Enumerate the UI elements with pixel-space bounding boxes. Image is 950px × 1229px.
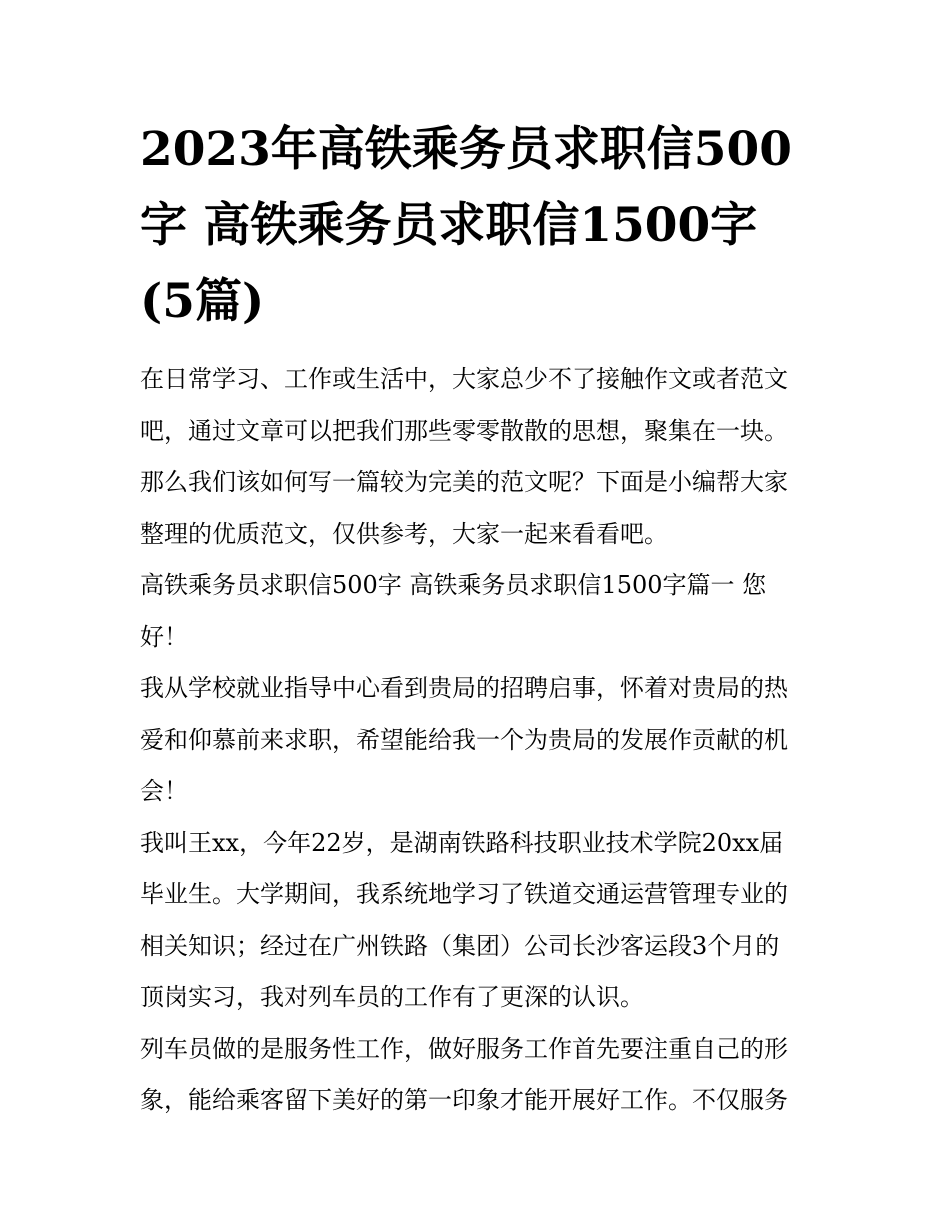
text-line: 整理的优质范文，仅供参考，大家一起来看看吧。: [140, 519, 668, 548]
text-line: 毕业生。大学期间，我系统地学习了铁道交通运营管理专业的: [140, 880, 788, 908]
document-title: [140, 112, 810, 340]
text-line: 象，能给乘客留下美好的第一印象才能开展好工作。不仅服务: [140, 1086, 788, 1114]
text-line: 吧，通过文章可以把我们那些零零散散的思想，聚集在一块。: [140, 416, 788, 445]
body-paragraph: [140, 1024, 810, 1127]
text-line: 列车员做的是服务性工作，做好服务工作首先要注重自己的形: [140, 1034, 788, 1063]
text-line: 我叫王xx，今年22岁，是湖南铁路科技职业技术学院20xx届: [140, 828, 784, 857]
document-body: [140, 354, 810, 1127]
text-line: 那么我们该如何写一篇较为完美的范文呢？下面是小编帮大家: [140, 468, 788, 496]
section-heading-paragraph: [140, 560, 810, 663]
text-line: 在日常学习、工作或生活中，大家总少不了接触作文或者范文: [140, 365, 788, 393]
text-line: 我从学校就业指导中心看到贵局的招聘启事，怀着对贵局的热: [140, 674, 788, 702]
text-line: 高铁乘务员求职信500字 高铁乘务员求职信1500字篇一 您: [140, 571, 767, 599]
body-paragraph: [140, 663, 810, 818]
title-line: 2023年高铁乘务员求职信500: [140, 122, 792, 177]
intro-paragraph: [140, 354, 810, 560]
text-line: 相关知识；经过在广州铁路（集团）公司长沙客运段3个月的: [140, 931, 780, 960]
title-line: 字 高铁乘务员求职信1500字: [140, 198, 758, 253]
text-line: 好！: [140, 622, 188, 651]
body-paragraph: [140, 818, 810, 1024]
text-line: 顶岗实习，我对列车员的工作有了更深的认识。: [140, 983, 644, 1011]
text-line: 爱和仰慕前来求职，希望能给我一个为贵局的发展作贡献的机: [140, 725, 788, 754]
text-line: 会！: [140, 777, 188, 805]
title-line: (5篇): [140, 274, 265, 329]
